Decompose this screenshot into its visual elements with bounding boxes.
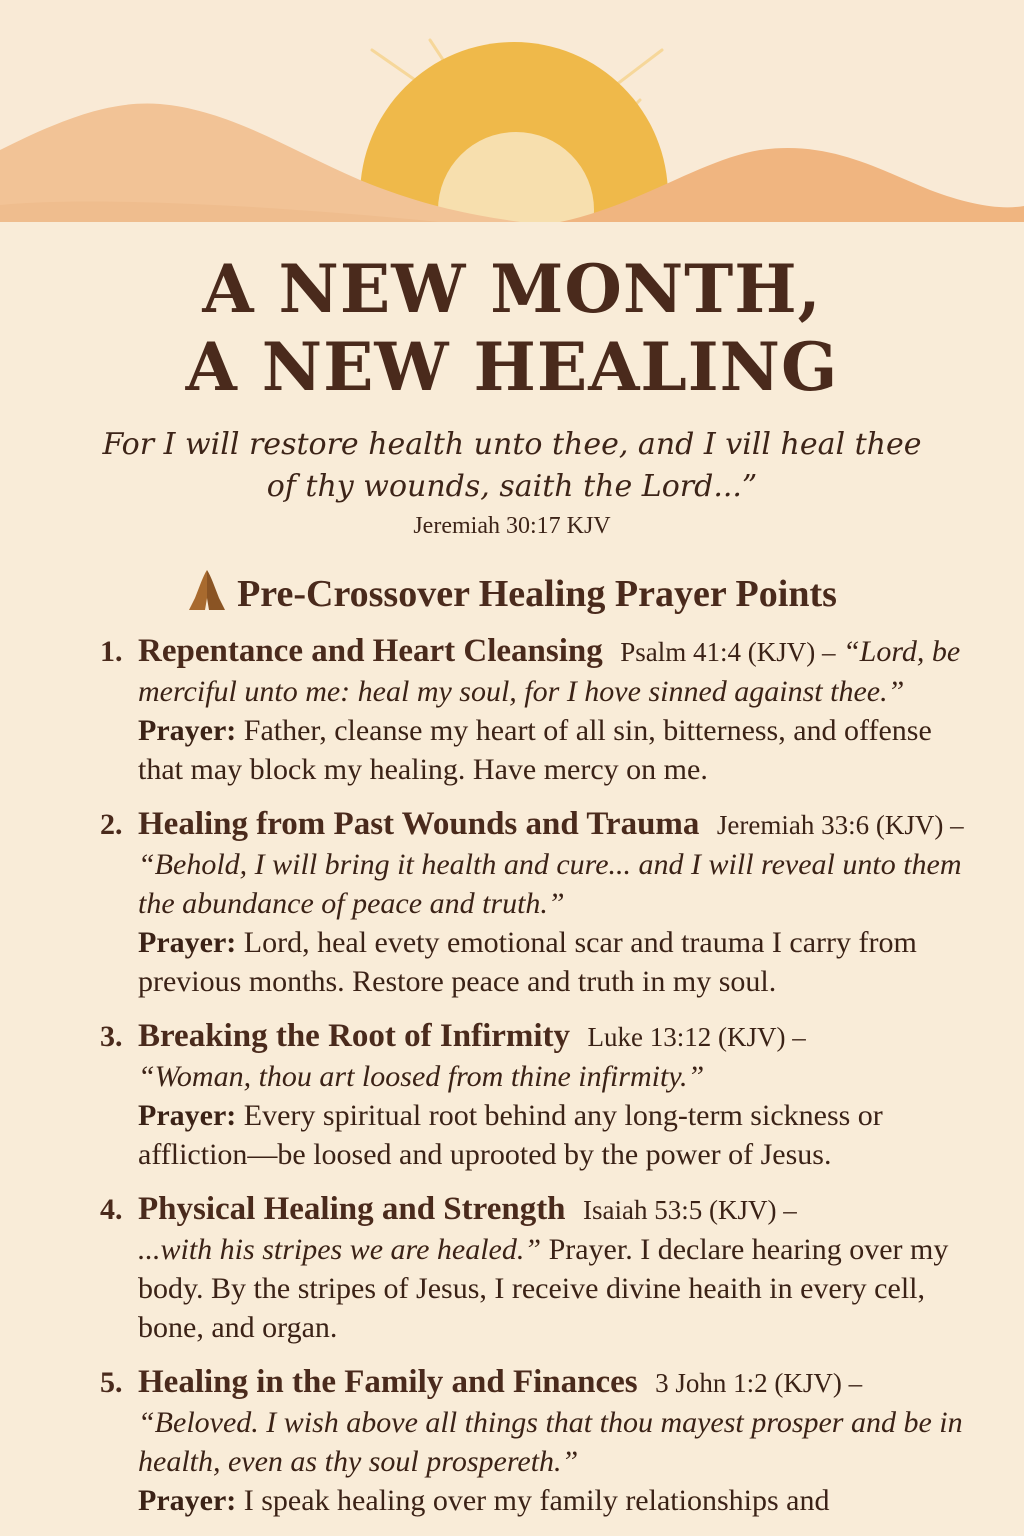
prayer-label: Prayer. — [548, 1233, 633, 1266]
point-quote: “Lord, be merciful unto me: heal my soul, for I hove sinned against thee.” — [138, 635, 961, 708]
point-quote: ...with his stripes we are healed.” — [138, 1233, 542, 1266]
scripture-reference: Jeremiah 30:17 KJV — [413, 513, 611, 539]
prayer-point — [100, 805, 980, 1001]
point-heading: Healing from Past Wounds and Trauma — [138, 806, 700, 842]
section-heading — [0, 568, 1024, 622]
prayer-text: Lord, heal evety emotional scar and trauma I carry from previous months. Restore peace and truth in my soul. — [138, 926, 917, 998]
scripture-quote — [60, 424, 964, 508]
point-number: 4. — [100, 1193, 123, 1226]
point-quote: “Beloved. I wish above all things that thou mayest prosper and be in health, even as thy soul prospereth.” — [138, 1406, 963, 1478]
point-citation: Luke 13:12 (KJV) – — [587, 1022, 806, 1052]
point-quote: “Behold, I will bring it health and cure... and I will reveal unto them the abundance of peace and truth.” — [138, 848, 962, 920]
prayer-point — [100, 1017, 980, 1174]
point-citation: Jeremiah 33:6 (KJV) – — [716, 810, 964, 840]
point-citation: Isaiah 53:5 (KJV) – — [583, 1195, 797, 1225]
prayer-text: Father, cleanse my heart of all sin, bitterness, and offense that may block my healing. Have mercy on me. — [138, 714, 932, 786]
point-number: 2. — [100, 808, 123, 841]
page-title — [0, 250, 1024, 406]
sunrise-illustration — [0, 0, 1024, 222]
verse-line-1: For I will restore health unto thee, and I vill heal thee — [102, 427, 922, 462]
section-title: Pre-Crossover Healing Prayer Points — [237, 573, 837, 615]
point-citation: Psalm 41:4 (KJV) – — [620, 637, 836, 667]
prayer-label: Prayer: — [138, 714, 237, 747]
point-number: 1. — [100, 635, 123, 668]
point-number: 3. — [100, 1020, 123, 1053]
prayer-label: Prayer: — [138, 1099, 237, 1132]
point-quote: “Woman, thou art loosed from thine infirmity.” — [138, 1060, 705, 1093]
prayer-point — [100, 1190, 980, 1347]
verse-line-2: of thy wounds, saith the Lord...” — [266, 469, 758, 504]
point-number: 5. — [100, 1366, 123, 1399]
title-line-1: A NEW MONTH, — [202, 250, 822, 328]
prayer-label: Prayer: — [138, 1484, 237, 1517]
point-heading: Breaking the Root of Infirmity — [138, 1018, 571, 1054]
point-heading: Repentance and Heart Cleansing — [138, 633, 603, 669]
prayer-text: I declare hearing over my body. By the stripes of Jesus, I receive divine heaith in every cell, bone, and organ. — [138, 1233, 949, 1344]
praying-hands-icon — [187, 568, 227, 622]
prayer-text: Every spiritual root behind any long-term sickness or affliction—be loosed and uprooted by the power of Jesus. — [138, 1099, 883, 1171]
title-line-2: A NEW HEALING — [185, 328, 839, 406]
prayer-label: Prayer: — [138, 926, 237, 959]
prayer-text: I speak healing over my family relationships and — [243, 1484, 830, 1517]
point-heading: Healing in the Family and Finances — [138, 1364, 638, 1400]
point-citation: 3 John 1:2 (KJV) – — [655, 1368, 863, 1398]
prayer-point — [100, 1363, 980, 1520]
prayer-point — [100, 632, 980, 789]
prayer-points-list — [100, 632, 980, 1536]
point-heading: Physical Healing and Strength — [138, 1191, 566, 1227]
